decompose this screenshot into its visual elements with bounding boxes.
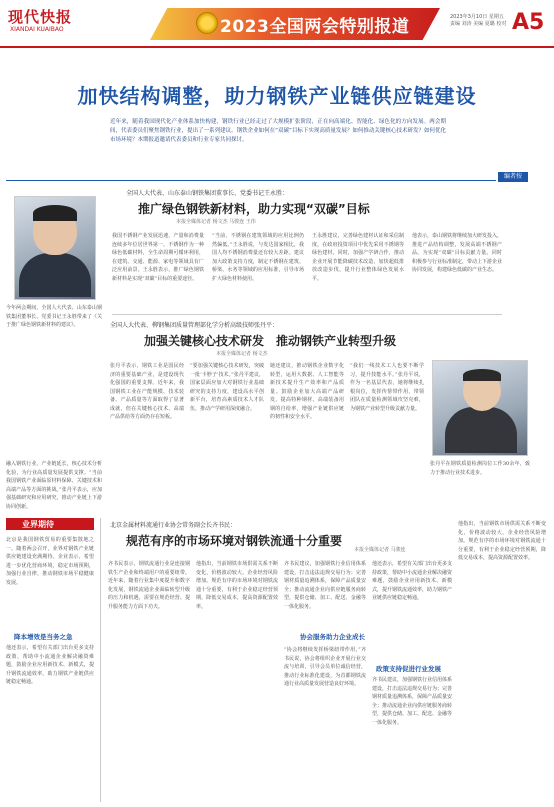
article2-col3: 她还建议，推动钢铁企业数字化转型，运用大数据、人工智能等新技术提升生产效率和产品质量。鼓励企业加大高端产品研发，提高特种钢材、高端装备用钢的自给率，增强产业链供应链的韧性和安全水平。 — [270, 363, 344, 420]
article-divider — [112, 314, 502, 315]
article2-caption: 张丹平在钢铁质量检测岗位工作30余年，致力于推动行业技术进步。 — [430, 461, 530, 476]
national-emblem-icon — [196, 12, 218, 34]
column-rule — [100, 518, 101, 802]
article1-caption: 今年两会期间，全国人大代表、山东泰山钢铁集团董事长、党委书记王永胜带来了《关于推广绿色钢铁新材料的建议》。 — [6, 305, 102, 328]
article1-col1: 我国不锈钢产业发展迅速，产量和消费量连续多年位居世界第一。不锈钢作为一种绿色低碳材料，全生命周期可循环利用，在建筑、交通、能源、家电等领域具有广泛应用前景。王永胜表示，推广绿色钢铁新材料是实现“双碳”目标的重要途径。 — [112, 233, 204, 282]
article2-col4: “我们一线技术工人也要不断学习，提升技能水平。”张丹平说，作为一名基层代表，她将继续扎根岗位，发挥传帮带作用，带领团队在质量检测领域攻坚克难，为钢铁产业转型升级贡献力量。 — [350, 363, 424, 412]
business-section-label: 业界期待 — [22, 520, 54, 529]
article1-col2: “当前，不锈钢在建筑领域的应用比例仍然偏低。”王永胜说，与发达国家相比，我国人均不锈钢消费量还有较大差距。建议加大政策支持力度，制定不锈钢在建筑、桥梁、水务等领域的应用标准，引导市场扩大绿色材料使用。 — [212, 233, 304, 282]
article1-photo — [14, 196, 96, 300]
subhead-policy-support: 政策支持促进行业发展 — [376, 665, 441, 673]
newspaper-logo-sub: XIANDAI KUAIBAO — [10, 26, 64, 33]
article1-pretitle: 全国人大代表、山东泰山钢铁集团董事长、党委书记王永胜： — [126, 190, 289, 197]
article2-sidebar: 融入钢铁行业，产业链延长，核心技术分析化验，为行业高质量发展提供支撑。“当前我国钢铁产业面临原材料保障、关键技术和高端产品等方面的挑战。”张丹平表示，应加强基础研究和应用研究，推动产业链上下游协同创新。 — [6, 461, 102, 510]
newspaper-logo: 现代快报 — [8, 8, 73, 26]
page-title: 加快结构调整，助力钢铁产业链供应链建设 — [77, 84, 477, 108]
article3-col1: 齐书民表示，钢铁流通行业是连接钢铁生产企业和终端用户的重要纽带。近年来，随着行业集中度提升和数字化发展，钢铁流通企业面临转型升级的压力和机遇，需要在规范经营、提升服务能力方面下功夫。 — [108, 561, 190, 610]
article3-col3: 齐书民建议，加强钢铁行业信用体系建设，打击违法违规交易行为；完善钢材质量追溯体系，保障产品质量安全；推动流通企业向供应链服务商转型，提供仓储、加工、配送、金融等一体化服务。 — [284, 561, 366, 610]
editor-note-badge: 编者按 — [498, 172, 528, 182]
header-divider — [0, 46, 554, 48]
article3-pretitle: 北京金属材料流通行业协会常务副会长齐书民： — [110, 522, 237, 529]
article3-col4: “协会将继续发挥桥梁纽带作用，”齐书民说，协会将组织企业开展行业交流与培训，引导会员单位诚信经营，推动行业标准化建设，为首都钢铁流通行业高质量发展营造良好环境。 — [284, 647, 366, 687]
article2-byline: 本报全媒体记者 杨文杰 — [216, 351, 268, 357]
article1-byline: 本报全媒体记者 杨文杰 马骏连 王伟 — [176, 219, 256, 225]
article2-photo — [432, 360, 528, 456]
article3-col5: 他还表示，希望有关部门出台更多支持政策，帮助中小流通企业解决融资难题，鼓励企业应用新技术、新模式，提升钢铁流通效率，助力钢铁产业链供应链稳定畅通。 — [372, 561, 452, 601]
business-text: 北京是我国钢铁贸易的重要集散地之一。随着两会召开，业界对钢铁产业链供应链建设充满期待。企业表示，希望进一步优化营商环境，稳定市场预期，加强行业自律，推动钢铁市场平稳健康发展。 — [6, 537, 94, 586]
article3-title: 规范有序的市场环境对钢铁流通十分重要 — [126, 534, 343, 548]
subhead-association-service: 协会服务助力企业成长 — [300, 633, 365, 641]
header-info: 2023年3月10日 星期五 责编 刘涛 美编 夏璐 校对 — [450, 14, 507, 27]
article3-byline: 本报全媒体记者 马骏连 — [354, 547, 406, 553]
article3-col6: 齐书民建议，加强钢铁行业信用体系建设，打击违法违规交易行为；完善钢材质量追溯体系，保障产品质量安全；推动流通企业向供应链服务商转型，提供仓储、加工、配送、金融等一体化服务。 — [372, 677, 452, 726]
banner-title: 2023全国两会特别报道 — [220, 17, 410, 37]
article1-col4: 他表示，泰山钢铁将继续加大研发投入，推进产品结构调整，发展高端不锈钢产品，为实现“双碳”目标贡献力量。同时积极参与行业标准制定，带动上下游企业协同发展，构建绿色低碳的产业生态。 — [412, 233, 502, 273]
article1-title: 推广绿色钢铁新材料，助力实现“双碳”目标 — [138, 202, 370, 216]
article3-col2: 他指出，当前钢铁市场供需关系不断变化，价格波动较大，企业经营风险增加。规范有序的市场环境对钢铁流通十分重要，有利于企业稳定经营预期，降低交易成本，提高资源配置效率。 — [196, 561, 278, 610]
subhead-cost-reduction: 降本增效是当务之急 — [14, 633, 73, 641]
lead-paragraph: 近年来，随着我国现代化产业体系加快构建，钢铁行业已经走过了大规模扩张阶段，正在向高端化、智能化、绿色化的方向发展。两会期间，代表委员们聚焦钢铁行业，提出了一系列建议。钢铁企业如何在“双碳”目标下实现高质量发展？如何推动关键核心技术研发？如何优化市场环境？本期报道邀请代表委员和行业专家共同探讨。 — [110, 119, 446, 143]
article1-col3: 王永胜建议，完善绿色建材认证和采信制度，在政府投资项目中优先采用不锈钢等绿色建材。同时，加强产学研合作，推动企业开展节能降碳技术改造，加快超低排放改造步伐，提升行业整体绿色发展水平。 — [312, 233, 404, 282]
business-text-2: 他还表示，希望有关部门出台更多支持政策，帮助中小流通企业解决融资难题，鼓励企业应用新技术、新模式，提升钢铁流通效率，助力钢铁产业链供应链稳定畅通。 — [6, 645, 94, 685]
article2-col1: 张丹平表示，钢铁工业是国民经济的重要基础产业，是建设现代化强国的重要支撑。近年来，我国钢铁工业在产能规模、技术装备、产品质量等方面取得了显著成就，但在关键核心技术、高端产品供给等方面仍存在短板。 — [110, 363, 184, 420]
article2-col2: “要加强关键核心技术研发，突破一批‘卡脖子’技术。”张丹平建议，国家层面应加大对钢铁行业基础研究的支持力度，建设高水平创新平台，培育高素质技术人才队伍，推动产学研用深度融合。 — [190, 363, 264, 412]
section-divider — [6, 180, 496, 181]
article2-pretitle: 全国人大代表、柳钢集团质量管理部化学分析高级技师张丹平： — [110, 322, 279, 329]
page-number: A5 — [512, 10, 545, 35]
article2-title: 加强关键核心技术研发 推动钢铁产业转型升级 — [144, 334, 397, 348]
article3-col7: 他指出，当前钢铁市场供需关系不断变化，价格波动较大，企业经营风险增加。规范有序的市场环境对钢铁流通十分重要，有利于企业稳定经营预期，降低交易成本，提高资源配置效率。 — [458, 521, 546, 561]
